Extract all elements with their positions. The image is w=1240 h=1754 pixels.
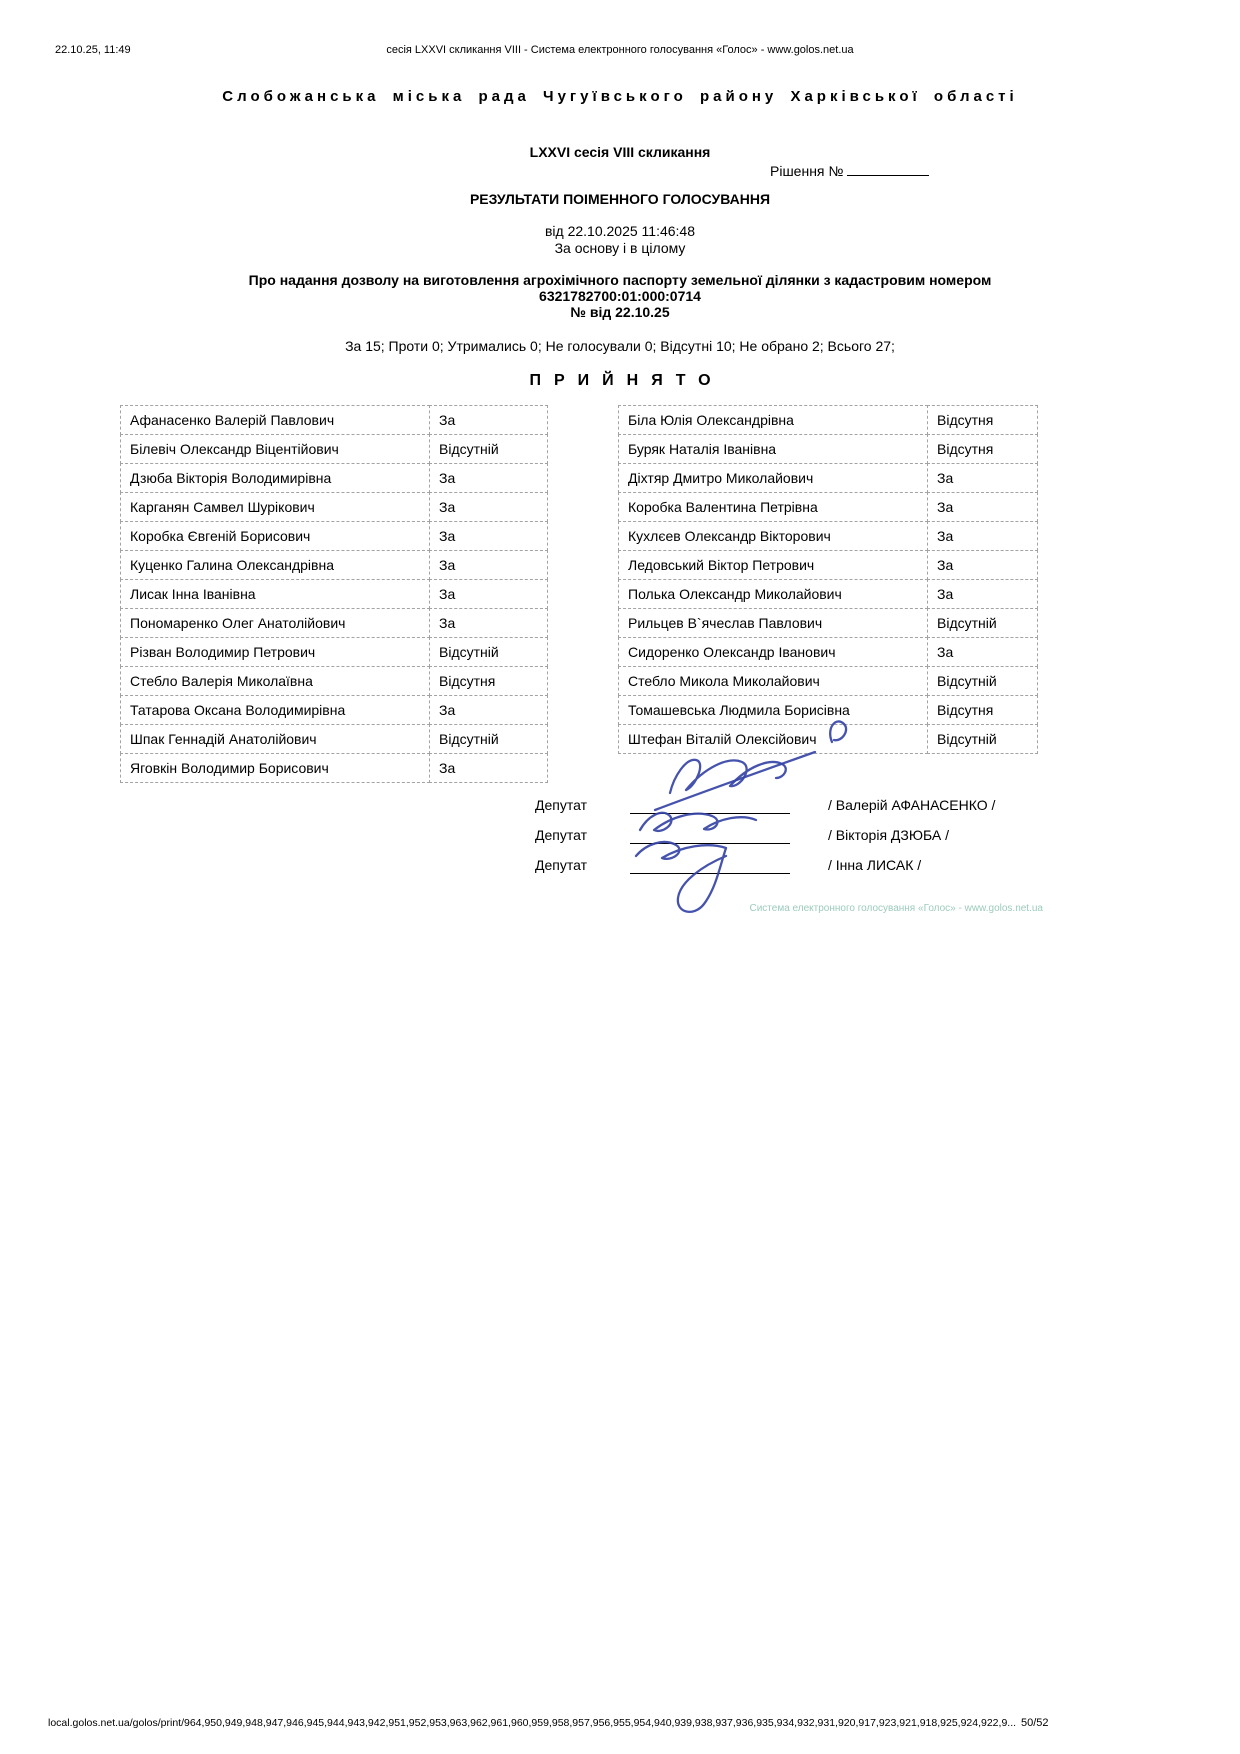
table-row	[120, 637, 548, 667]
vote-table-right	[618, 406, 1038, 754]
print-header-datetime: 22.10.25, 11:49	[55, 44, 131, 56]
table-row	[618, 463, 1038, 493]
table-row	[618, 608, 1038, 638]
table-row	[618, 666, 1038, 696]
decision-number-line	[770, 163, 929, 179]
table-row	[120, 521, 548, 551]
table-row	[618, 550, 1038, 580]
signature-line	[630, 800, 790, 814]
deputy-name-cell: Карганян Самвел Шурікович	[120, 492, 430, 522]
vote-value-cell: За	[927, 637, 1038, 667]
deputy-name-cell: Стебло Микола Миколайович	[618, 666, 928, 696]
signature-block	[535, 784, 995, 874]
vote-value-cell: За	[429, 579, 548, 609]
deputy-name-cell: Біла Юлія Олександрівна	[618, 405, 928, 435]
signature-line	[630, 830, 790, 844]
deputy-label: Депутат	[535, 827, 587, 843]
session-title: LXXVI сесія VIII скликання	[529, 144, 711, 160]
system-watermark: Система електронного голосування «Голос» - www.golos.net.ua	[749, 903, 1043, 914]
vote-datetime: від 22.10.2025 11:46:48	[544, 223, 696, 239]
subject-line-2: 6321782700:01:000:0714	[539, 288, 701, 304]
table-row	[120, 753, 548, 783]
vote-result: ПРИЙНЯТО	[529, 372, 724, 389]
vote-value-cell: Відсутня	[429, 666, 548, 696]
deputy-signature-name: / Вікторія ДЗЮБА /	[828, 827, 949, 843]
vote-value-cell: За	[429, 753, 548, 783]
table-row	[618, 521, 1038, 551]
deputy-name-cell: Куценко Галина Олександрівна	[120, 550, 430, 580]
table-row	[120, 463, 548, 493]
vote-value-cell: Відсутня	[927, 434, 1038, 464]
deputy-name-cell: Коробка Валентина Петрівна	[618, 492, 928, 522]
vote-value-cell: За	[429, 521, 548, 551]
deputy-name-cell: Лисак Інна Іванівна	[120, 579, 430, 609]
vote-value-cell: За	[429, 550, 548, 580]
vote-subject	[0, 272, 1240, 320]
print-footer-url: local.golos.net.ua/golos/print/964,950,949,948,947,946,945,944,943,942,951,952,953,963,962,961,960,959,958,957,956,955,954,940,939,938,937,936,935,934,932,931,920,917,923,921,918,925,924,922,9...	[48, 1717, 1017, 1729]
deputy-name-cell: Шпак Геннадій Анатолійович	[120, 724, 430, 754]
vote-value-cell: За	[429, 405, 548, 435]
vote-value-cell: Відсутній	[429, 434, 548, 464]
table-row	[120, 434, 548, 464]
table-row	[618, 695, 1038, 725]
vote-value-cell: Відсутній	[927, 666, 1038, 696]
deputy-name-cell: Діхтяр Дмитро Миколайович	[618, 463, 928, 493]
results-title: РЕЗУЛЬТАТИ ПОІМЕННОГО ГОЛОСУВАННЯ	[469, 191, 771, 207]
deputy-name-cell: Штефан Віталій Олексійович	[618, 724, 928, 754]
vote-mode: За основу і в цілому	[554, 240, 686, 256]
deputy-name-cell: Яговкін Володимир Борисович	[120, 753, 430, 783]
subject-line-3: № від 22.10.25	[570, 304, 670, 320]
vote-table-left	[120, 406, 548, 783]
table-row	[618, 434, 1038, 464]
deputy-name-cell: Білевіч Олександр Віцентійович	[120, 434, 430, 464]
vote-value-cell: За	[429, 608, 548, 638]
deputy-name-cell: Стебло Валерія Миколаївна	[120, 666, 430, 696]
deputy-name-cell: Різван Володимир Петрович	[120, 637, 430, 667]
deputy-name-cell: Афанасенко Валерій Павлович	[120, 405, 430, 435]
decision-label: Рішення №	[770, 163, 844, 179]
vote-value-cell: За	[927, 579, 1038, 609]
vote-value-cell: За	[927, 492, 1038, 522]
vote-value-cell: Відсутній	[429, 637, 548, 667]
deputy-name-cell: Рильцев В`ячеслав Павлович	[618, 608, 928, 638]
deputy-name-cell: Полька Олександр Миколайович	[618, 579, 928, 609]
deputy-label: Депутат	[535, 797, 587, 813]
deputy-signature-name: / Валерій АФАНАСЕНКО /	[828, 797, 996, 813]
table-row	[120, 608, 548, 638]
signature-row	[535, 814, 995, 844]
deputy-name-cell: Татарова Оксана Володимирівна	[120, 695, 430, 725]
table-row	[618, 405, 1038, 435]
deputy-name-cell: Кухлєев Олександр Вікторович	[618, 521, 928, 551]
table-row	[120, 405, 548, 435]
table-row	[120, 695, 548, 725]
table-row	[120, 724, 548, 754]
table-row	[618, 579, 1038, 609]
vote-value-cell: За	[927, 550, 1038, 580]
signature-row	[535, 784, 995, 814]
table-row	[120, 550, 548, 580]
deputy-name-cell: Буряк Наталія Іванівна	[618, 434, 928, 464]
deputy-name-cell: Сидоренко Олександр Іванович	[618, 637, 928, 667]
vote-value-cell: Відсутня	[927, 405, 1038, 435]
subject-line-1: Про надання дозволу на виготовлення агрохімічного паспорту земельної ділянки з кадастровим номером	[248, 272, 992, 288]
deputy-signature-name: / Інна ЛИСАК /	[828, 857, 922, 873]
deputy-label: Депутат	[535, 857, 587, 873]
deputy-name-cell: Ледовський Віктор Петрович	[618, 550, 928, 580]
deputy-name-cell: Дзюба Вікторія Володимирівна	[120, 463, 430, 493]
signature-row	[535, 844, 995, 874]
table-row	[618, 637, 1038, 667]
deputy-name-cell: Томашевська Людмила Борисівна	[618, 695, 928, 725]
vote-value-cell: За	[927, 521, 1038, 551]
table-row	[618, 724, 1038, 754]
table-row	[618, 492, 1038, 522]
table-row	[120, 666, 548, 696]
vote-value-cell: Відсутня	[927, 695, 1038, 725]
print-header-title: сесія LXXVI скликання VIII - Система електронного голосування «Голос» - www.golos.net.ua	[386, 44, 854, 56]
signature-line	[630, 860, 790, 874]
vote-value-cell: За	[429, 492, 548, 522]
deputy-name-cell: Пономаренко Олег Анатолійович	[120, 608, 430, 638]
vote-totals: За 15; Проти 0; Утримались 0; Не голосували 0; Відсутні 10; Не обрано 2; Всього 27;	[345, 338, 895, 354]
council-title: Слобожанська міська рада Чугуївського району Харківської області	[222, 88, 1018, 105]
decision-blank-line	[847, 164, 929, 176]
table-row	[120, 492, 548, 522]
table-row	[120, 579, 548, 609]
vote-value-cell: За	[429, 463, 548, 493]
deputy-name-cell: Коробка Євгеній Борисович	[120, 521, 430, 551]
vote-tables	[120, 406, 1038, 783]
vote-value-cell: Відсутній	[927, 724, 1038, 754]
print-footer-page: 50/52	[1021, 1717, 1049, 1729]
vote-value-cell: За	[927, 463, 1038, 493]
vote-value-cell: Відсутній	[429, 724, 548, 754]
vote-value-cell: За	[429, 695, 548, 725]
vote-value-cell: Відсутній	[927, 608, 1038, 638]
